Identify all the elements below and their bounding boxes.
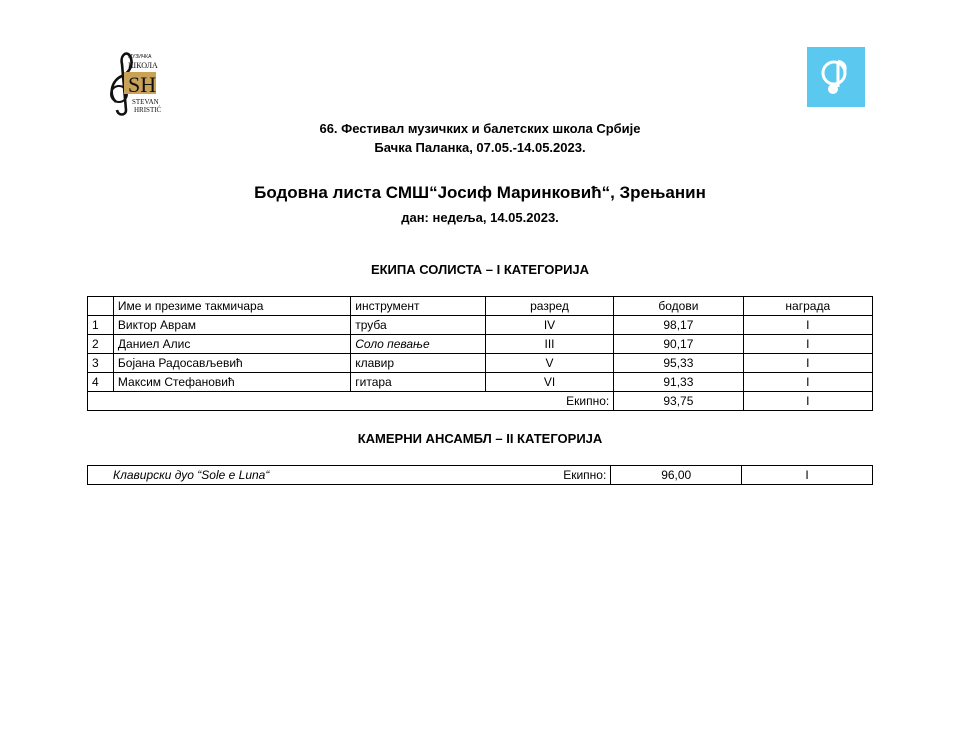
table-header-row — [88, 297, 873, 316]
team-total-row — [88, 392, 873, 411]
soloists-table — [87, 296, 873, 411]
table-row — [88, 316, 873, 335]
col-header-points: бодови — [614, 297, 743, 316]
section-heading-chamber: КАМЕРНИ АНСАМБЛ – II КАТЕГОРИЈА — [357, 431, 603, 446]
logo-line-3: STEVAN — [132, 98, 159, 106]
table-row — [88, 335, 873, 354]
svg-text:SH: SH — [128, 72, 157, 97]
section-heading-soloists: ЕКИПА СОЛИСТА – I КАТЕГОРИЈА — [370, 262, 590, 277]
col-header-name: Име и презиме такмичара — [113, 297, 350, 316]
col-header-grade: разред — [485, 297, 613, 316]
row-number: 2 — [88, 335, 114, 354]
col-header-instrument: инструмент — [351, 297, 486, 316]
school-logo — [104, 50, 170, 118]
row-number: 4 — [88, 373, 114, 392]
award: I — [743, 335, 872, 354]
award: I — [743, 373, 872, 392]
table-row — [88, 466, 873, 485]
points: 90,17 — [614, 335, 743, 354]
competitor-name: Максим Стефановић — [113, 373, 350, 392]
grade: V — [485, 354, 613, 373]
team-label: Екипно: — [88, 392, 614, 411]
team-score: 96,00 — [611, 466, 742, 485]
col-header-award: награда — [743, 297, 872, 316]
logo-line-2: ШКОЛА — [128, 61, 158, 70]
award: I — [743, 354, 872, 373]
instrument: гитара — [351, 373, 486, 392]
points: 98,17 — [614, 316, 743, 335]
col-header-number — [88, 297, 114, 316]
music-note-icon — [807, 47, 865, 107]
festival-title: 66. Фестивал музичких и балетских школа Србије — [319, 121, 641, 136]
instrument: Соло певање — [351, 335, 486, 354]
competitor-name: Даниел Алис — [113, 335, 350, 354]
table-row — [88, 373, 873, 392]
table-row — [88, 354, 873, 373]
grade: VI — [485, 373, 613, 392]
instrument: труба — [351, 316, 486, 335]
competitor-name: Виктор Аврам — [113, 316, 350, 335]
instrument: клавир — [351, 354, 486, 373]
team-label: Екипно: — [494, 466, 611, 485]
competitor-name: Бојана Радосављевић — [113, 354, 350, 373]
points: 95,33 — [614, 354, 743, 373]
logo-line-4: HRISTIĆ — [134, 106, 162, 114]
team-score: 93,75 — [614, 392, 743, 411]
day-line: дан: недеља, 14.05.2023. — [401, 210, 559, 225]
row-number: 3 — [88, 354, 114, 373]
page-title: Бодовна листа СМШ“Јосиф Маринковић“, Зрењанин — [254, 183, 706, 202]
row-number: 1 — [88, 316, 114, 335]
ensemble-name: Клавирски дуо “Sole e Luna“ — [88, 466, 494, 485]
place-dates: Бачка Паланка, 07.05.-14.05.2023. — [374, 140, 586, 155]
chamber-table — [87, 465, 873, 485]
grade: III — [485, 335, 613, 354]
points: 91,33 — [614, 373, 743, 392]
team-award: I — [742, 466, 873, 485]
award: I — [743, 316, 872, 335]
team-award: I — [743, 392, 872, 411]
logo-line-1: МУЗИЧКА — [128, 54, 152, 60]
grade: IV — [485, 316, 613, 335]
